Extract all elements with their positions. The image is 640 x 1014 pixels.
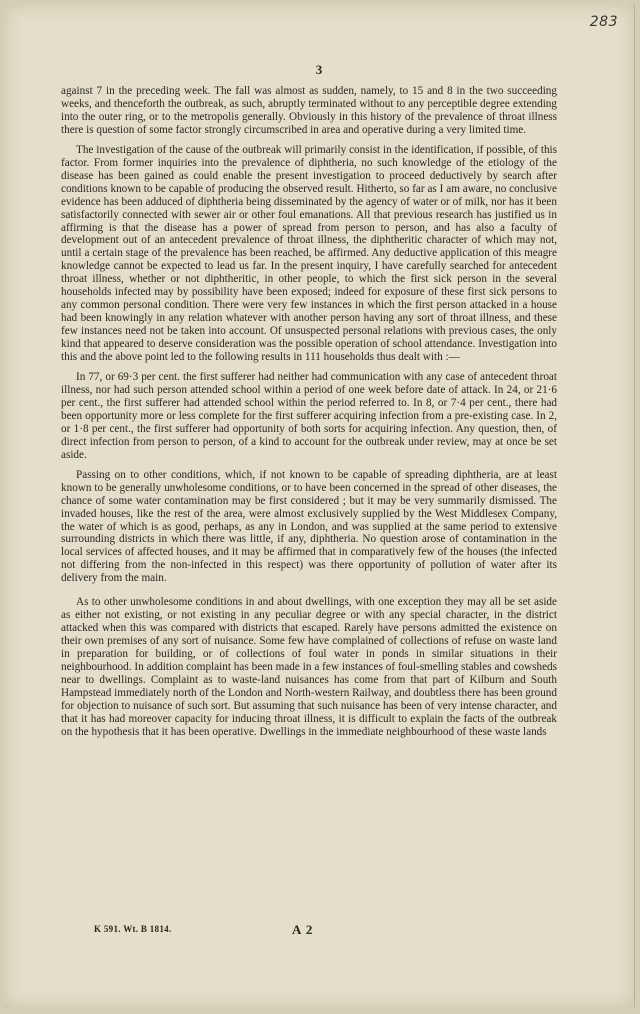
- body-text: [61, 85, 557, 739]
- paragraph: Passing on to other conditions, which, if not known to be capable of spreading diphtheria, are at least known to be generally unwholesome conditions, or to have been concerned in the spread of other diseases, the chance of some water contamination may be first considered ; but it may be very summarily dismissed. The invaded houses, like the rest of the area, were almost exclusively supplied by the West Middlesex Company, the water of which is as good, perhaps, as any in London, and was supplied at the same period to extensive surrounding districts in which there was little, if any, diphtheria. No question arose of contamination in the local services of affected houses, and it may be affirmed that in comparatively few of the houses (the infected not differing from the non-infected in this respect) was there opportunity of pollution of water after its delivery from the main.: [61, 468, 557, 585]
- paragraph: In 77, or 69·3 per cent. the first sufferer had neither had communication with any case of antecedent throat illness, nor had such person attended school within a period of one week before date of attack. In 24, or 21·6 per cent., the first sufferer had attended school within the period referred to. In 8, or 7·4 per cent., there had been opportunity more or less complete for the first sufferer acquiring infection from a pre-existing case. In 2, or 1·8 per cent., the first sufferer had opportunity of both sorts for acquiring infection. Any question, then, of direct infection from person to person, of a kind to account for the outbreak under review, may at once be set aside.: [61, 371, 557, 461]
- signature-mark: A 2: [292, 922, 314, 937]
- paragraph: against 7 in the preceding week. The fall was almost as sudden, namely, to 15 and 8 in the two succeeding weeks, and thenceforth the outbreak, as such, abruptly terminated without to any perceptible degree extending into the outer ring, or to the metropolis generally. Obviously in this history of the prevalence of throat illness there is question of some factor strongly circumscribed in area and operative during a very limited time.: [61, 85, 557, 136]
- folio-number: 283: [589, 14, 618, 30]
- page-number: 3: [315, 62, 323, 77]
- paragraph: As to other unwholesome conditions in and about dwellings, with one exception they may all be set aside as either not existing, or not existing in any peculiar degree or with any special character, in the district attacked when this was compared with districts that escaped. Rarely have persons admitted the existence on their own premises of any sort of nuisance. Some few have complained of collections of refuse on waste land in preparation for building, or of collections of foul water in ponds in similar situations in their neighbourhood. In addition complaint has been made in a few instances of foul-smelling stables and cowsheds near to dwellings. Complaint as to waste-land nuisances has come from that part of Kilburn and South Hampstead immediately north of the London and North-western Railway, and doubtless there has been ground for objection to nuisance of such sort. But assuming that such nuisance has been of very intense character, and that it has had moreover capacity for inducing throat illness, it is difficult to explain the facts of the outbreak on the hypothesis that it has been operative. Dwellings in the immediate neighbourhood of these waste lands: [61, 596, 557, 738]
- paragraph: The investigation of the cause of the outbreak will primarily consist in the identification, if possible, of this factor. From former inquiries into the prevalence of diphtheria, no such knowledge of the etiology of the disease has been gained as could enable the present investigation to proceed deductively by search after conditions known to be capable of producing the observed result. Hitherto, so far as I am aware, no conclusive evidence has been adduced of diphtheria being disseminated by the agency of water or of milk, nor has it been satisfactorily connected with sewer air or other foul emanations. All that previous research has justified us in affirming is that the disease has a power of spread from person to person, and has also a faculty of development out of an antecedent prevalence of throat illness, the diphtheritic character of which may not, until a certain stage of the prevalence has been reached, be affirmed. Any deductive application of this meagre knowledge cannot be expected to lead us far. In the present inquiry, I have carefully searched for antecedent throat illness, whether or not diphtheritic, in other people, to which the first sick person in the several households infected may by possibility have been exposed; indeed for exposure of these first sick persons to any common personal condition. There were very few instances in which the first person attacked in a house had been knowingly in any relation whatever with another person having any sort of throat illness, and these few instances need not be taken into account. Of unsuspected personal relations with previous cases, the only kind that appeared to deserve consideration was the possible operation of school attendance. Investigation into this and the above point led to the following results in 111 households thus dealt with :—: [61, 143, 557, 364]
- printer-code: K 591. Wt. B 1814.: [94, 924, 172, 934]
